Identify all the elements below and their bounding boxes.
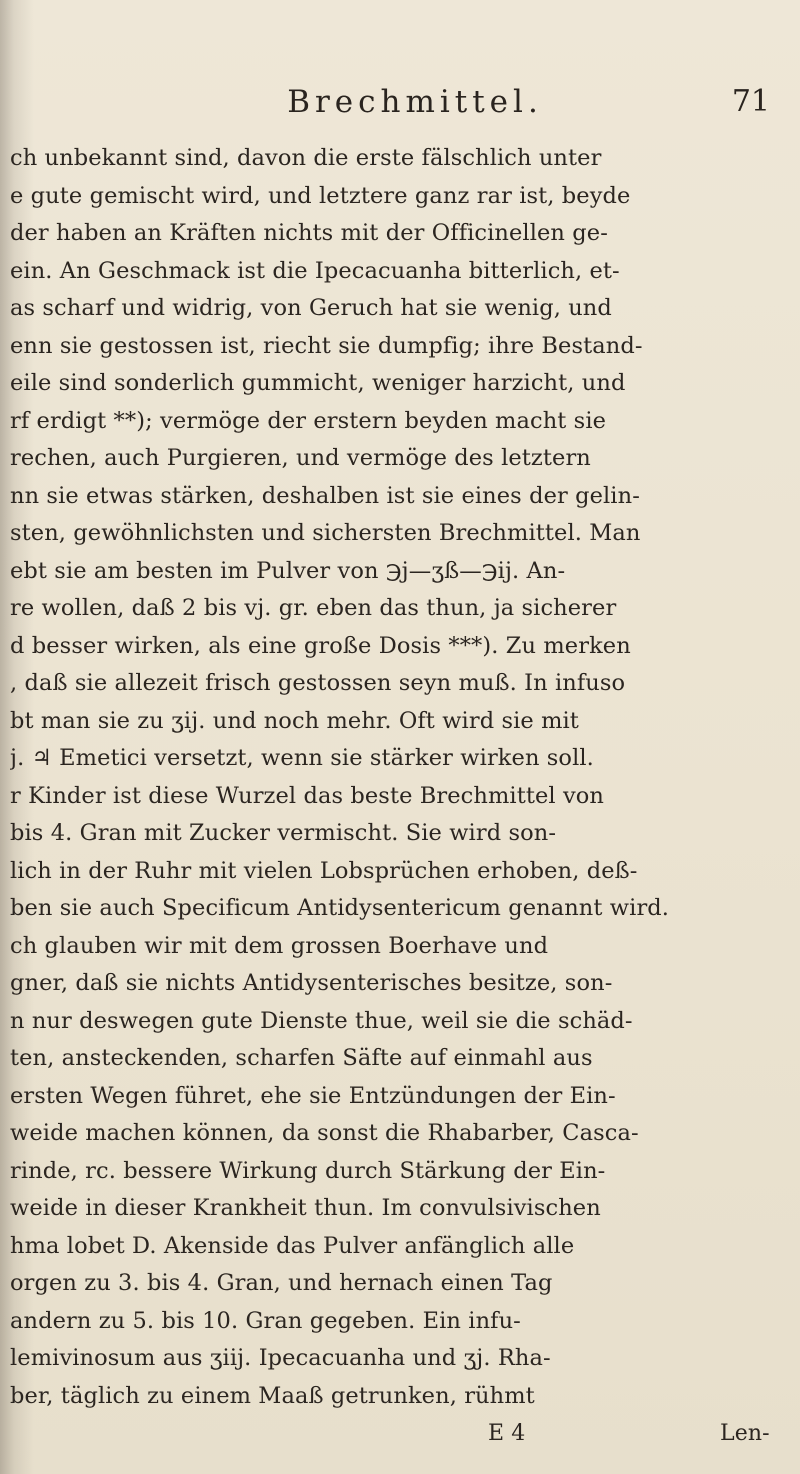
catchword: Len- bbox=[720, 1421, 770, 1446]
text-line: enn sie gestossen ist, riecht sie dumpfig; ihre Bestand- bbox=[10, 332, 643, 359]
text-line: andern zu 5. bis 10. Gran gegeben. Ein infu- bbox=[10, 1307, 521, 1334]
text-line: orgen zu 3. bis 4. Gran, und hernach einen Tag bbox=[10, 1270, 553, 1296]
text-line: nn sie etwas stärken, deshalben ist sie eines der gelin- bbox=[10, 482, 640, 509]
page-header bbox=[60, 82, 770, 122]
text-line: bis 4. Gran mit Zucker vermischt. Sie wird son- bbox=[10, 820, 557, 846]
body-text bbox=[10, 140, 792, 1453]
text-line: , daß sie allezeit frisch gestossen seyn muß. In infuso bbox=[10, 670, 626, 696]
text-line: d besser wirken, als eine große Dosis ***). Zu merken bbox=[10, 632, 631, 659]
text-line: eile sind sonderlich gummicht, weniger harzicht, und bbox=[10, 370, 626, 396]
signature-mark: E 4 bbox=[488, 1421, 526, 1446]
text-line: hma lobet D. Akenside das Pulver anfänglich alle bbox=[10, 1232, 575, 1259]
text-line: lich in der Ruhr mit vielen Lobsprüchen erhoben, deß- bbox=[10, 857, 638, 884]
text-line: ebt sie am besten im Pulver von ℈j—ʒß—℈ij. An- bbox=[10, 557, 566, 584]
page-number: 71 bbox=[731, 84, 770, 119]
text-line: j. ♃ Emetici versetzt, wenn sie stärker wirken soll. bbox=[10, 745, 594, 771]
text-line: der haben an Kräften nichts mit der Officinellen ge- bbox=[10, 220, 608, 246]
text-line: sten, gewöhnlichsten und sichersten Brechmittel. Man bbox=[10, 520, 641, 546]
text-line: e gute gemischt wird, und letztere ganz rar ist, beyde bbox=[10, 182, 631, 209]
text-line: ein. An Geschmack ist die Ipecacuanha bitterlich, et- bbox=[10, 257, 620, 284]
text-line: as scharf und widrig, von Geruch hat sie wenig, und bbox=[10, 295, 612, 321]
text-line: n nur deswegen gute Dienste thue, weil sie die schäd- bbox=[10, 1007, 633, 1034]
text-line: ersten Wegen führet, ehe sie Entzündungen der Ein- bbox=[10, 1082, 616, 1109]
running-title: Brechmittel. bbox=[287, 84, 543, 120]
text-line: weide in dieser Krankheit thun. Im convulsivischen bbox=[10, 1195, 601, 1221]
text-line: r Kinder ist diese Wurzel das beste Brechmittel von bbox=[10, 782, 604, 809]
text-line: ber, täglich zu einem Maaß getrunken, rühmt bbox=[10, 1382, 535, 1409]
text-line: lemivinosum aus ʒiij. Ipecacuanha und ʒj. Rha- bbox=[10, 1345, 551, 1371]
text-line: ten, ansteckenden, scharfen Säfte auf einmahl aus bbox=[10, 1045, 593, 1071]
text-line: rechen, auch Purgieren, und vermöge des letztern bbox=[10, 445, 591, 471]
text-line: ch unbekannt sind, davon die erste fälschlich unter bbox=[10, 145, 602, 171]
text-line: rinde, rc. bessere Wirkung durch Stärkung der Ein- bbox=[10, 1157, 606, 1184]
footer-line bbox=[10, 1415, 792, 1453]
text-line: gner, daß sie nichts Antidysenterisches besitze, son- bbox=[10, 970, 613, 996]
text-line: re wollen, daß 2 bis vj. gr. eben das thun, ja sicherer bbox=[10, 595, 617, 621]
text-line: bt man sie zu ʒij. und noch mehr. Oft wird sie mit bbox=[10, 707, 579, 734]
text-line: weide machen können, da sonst die Rhabarber, Casca- bbox=[10, 1120, 639, 1146]
text-line: ben sie auch Specificum Antidysentericum genannt wird. bbox=[10, 895, 670, 921]
text-line: rf erdigt **); vermöge der erstern beyden macht sie bbox=[10, 407, 607, 434]
text-line: ch glauben wir mit dem grossen Boerhave und bbox=[10, 932, 549, 959]
